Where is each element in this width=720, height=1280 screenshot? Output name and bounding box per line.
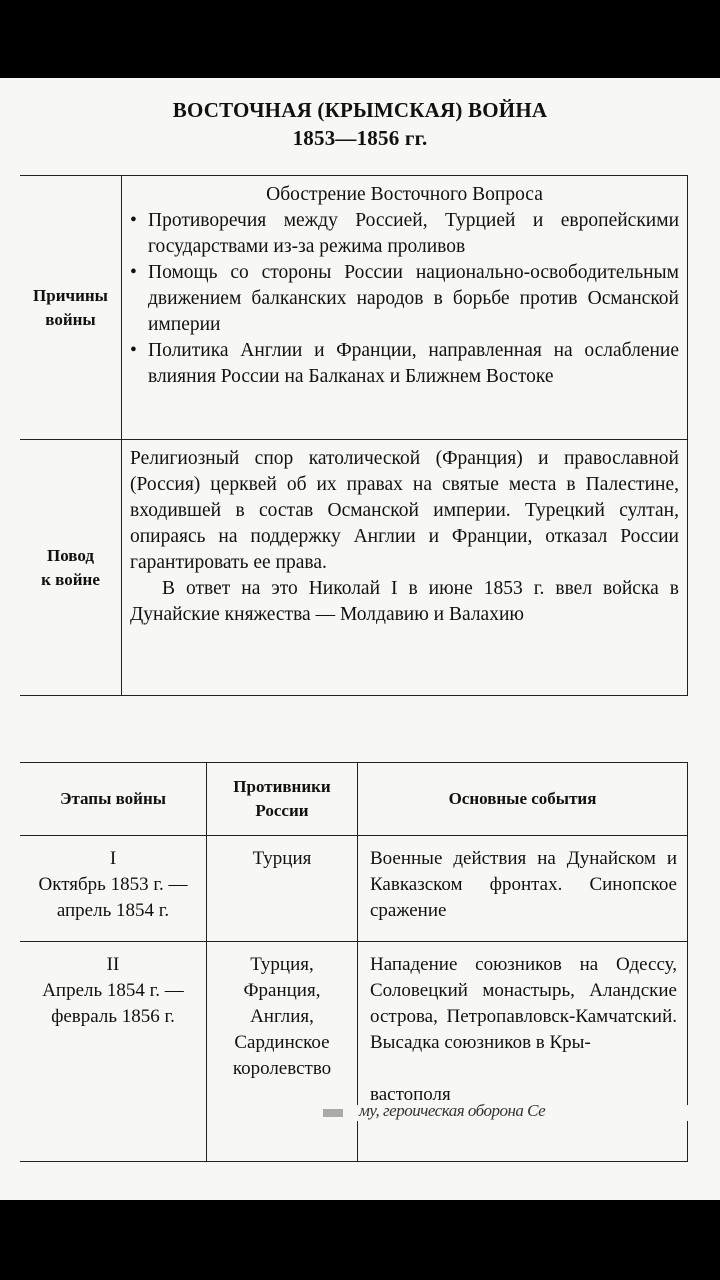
- bullet-icon: •: [130, 340, 137, 361]
- cause-item-text: Помощь со стороны России национально-освободительным движением балканских народов в борьбе против Османской империи: [148, 262, 679, 335]
- opponent-name: Турция: [252, 848, 312, 869]
- pretext-paragraph-2: В ответ на это Николай I в июне 1853 г. ввел войска в Дунайские княжества — Молдавию и Валахию: [130, 578, 679, 625]
- garbled-text: му, героическая оборона Се: [359, 1101, 546, 1120]
- scan-artifact: [323, 1101, 693, 1121]
- opponents-column-header: [207, 763, 358, 836]
- bottom-black-bar: [0, 1200, 720, 1280]
- causes-table: [20, 175, 688, 696]
- opponent-name: Турция,: [250, 954, 314, 975]
- bullet-icon: •: [130, 262, 137, 283]
- pretext-row: [20, 440, 688, 696]
- title-line-2: 1853—1856 гг.: [292, 126, 428, 150]
- stages-table: [20, 762, 688, 1162]
- pretext-label: [20, 440, 122, 696]
- table-row: [20, 836, 688, 942]
- stage-period-line-2: февраль 1856 г.: [51, 1006, 175, 1027]
- events-cell: Военные действия на Дунайском и Кавказском фронтах. Синопское сражение: [358, 836, 688, 942]
- causes-content: [122, 176, 688, 440]
- page-title: [0, 96, 720, 152]
- opponents-header-line-2: России: [255, 801, 309, 820]
- stage-cell: [20, 836, 207, 942]
- opponents-cell: [207, 836, 358, 942]
- stage-period-line-2: апрель 1854 г.: [56, 900, 170, 921]
- pretext-label-line-2: к войне: [41, 569, 100, 589]
- opponent-name: Сардинское: [234, 1032, 330, 1053]
- bullet-icon: •: [130, 210, 137, 231]
- pretext-label-line-1: Повод: [47, 545, 94, 565]
- stages-header-row: [20, 763, 688, 836]
- stage-period-line-1: Апрель 1854 г. —: [42, 980, 184, 1001]
- pretext-content: [122, 440, 688, 696]
- cause-item: [130, 208, 679, 260]
- events-column-header: Основные события: [358, 763, 688, 836]
- stage-cell: [20, 942, 207, 1162]
- causes-label: [20, 176, 122, 440]
- opponents-cell: [207, 942, 358, 1162]
- cause-item-text: Политика Англии и Франции, направленная на ослабление влияния России на Балканах и Ближнем Востоке: [148, 340, 679, 387]
- scan-smudge: [323, 1109, 343, 1117]
- table-row: [20, 942, 688, 1162]
- opponent-name: Франция,: [243, 980, 321, 1001]
- pretext-paragraph-1: Религиозный спор католической (Франция) и православной (Россия) церквей об их правах на святые места в Палестине, входившей в состав Османской империи. Турецкий султан, опираясь на поддержку Англии и Франции, отказал России гарантировать ее права.: [130, 448, 679, 573]
- causes-label-line-2: войны: [45, 309, 96, 329]
- stage-column-header: Этапы войны: [20, 763, 207, 836]
- title-line-1: ВОСТОЧНАЯ (КРЫМСКАЯ) ВОЙНА: [172, 98, 548, 122]
- events-text-end: вастополя: [370, 1084, 451, 1105]
- document-page: [0, 78, 720, 1200]
- top-black-bar: [0, 0, 720, 78]
- causes-heading: Обострение Восточного Вопроса: [266, 184, 543, 205]
- events-garbled-line-space: [370, 1056, 677, 1082]
- stage-numeral: I: [109, 848, 117, 869]
- causes-row: [20, 176, 688, 440]
- stage-numeral: II: [106, 954, 120, 975]
- causes-label-line-1: Причины: [33, 285, 108, 305]
- stage-period-line-1: Октябрь 1853 г. —: [38, 874, 188, 895]
- events-text: Нападение союзников на Одессу, Соловецкий монастырь, Аландские острова, Петропавловск-Камчатский. Высадка союзников в Кры-: [370, 954, 677, 1053]
- opponent-name: Англия,: [250, 1006, 314, 1027]
- cause-item-text: Противоречия между Россией, Турцией и европейскими государствами из-за режима проливов: [148, 210, 679, 257]
- cause-item: [130, 338, 679, 390]
- cause-item: [130, 260, 679, 338]
- opponents-header-line-1: Противники: [233, 777, 331, 796]
- opponent-name: королевство: [232, 1058, 332, 1079]
- events-cell: [358, 942, 688, 1162]
